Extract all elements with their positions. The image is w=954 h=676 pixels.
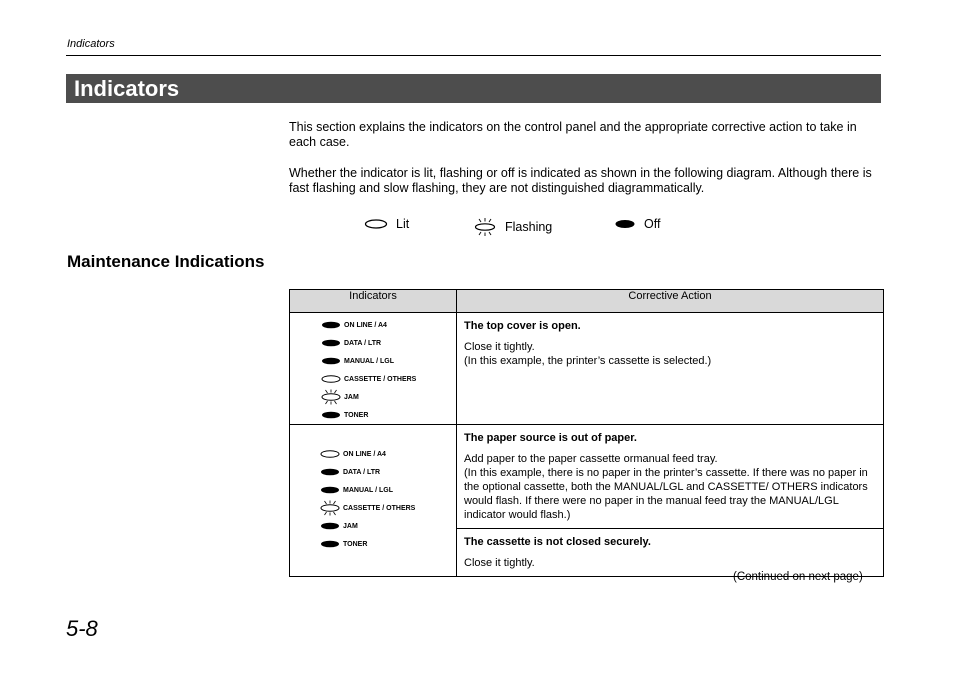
action-text: Add paper to the paper cassette ormanual feed tray.: [464, 453, 718, 465]
legend-paragraph: Whether the indicator is lit, flashing or off is indicated as shown in the following diagram. Although there is fast flashing and slow flashing, they are not distinguished diagrammatically.: [289, 166, 872, 195]
header-corrective-action: Corrective Action: [457, 290, 884, 313]
indicator-label: TONER: [343, 540, 368, 548]
led-off-icon: [320, 320, 342, 330]
action-cell: [457, 313, 884, 425]
indicator-cassette: [318, 370, 456, 388]
led-off-icon: [319, 539, 341, 549]
indicator-label: MANUAL / LGL: [344, 357, 395, 365]
led-off-icon: [320, 338, 342, 348]
action-title: The paper source is out of paper.: [464, 432, 637, 444]
indicator-label: CASSETTE / OTHERS: [343, 504, 416, 512]
action-text: Close it tightly.: [464, 557, 535, 569]
legend-off-label: Off: [644, 217, 661, 231]
led-off-icon: [614, 218, 636, 230]
indicator-jam: [317, 517, 456, 535]
table-row: [290, 313, 884, 425]
indicator-label: MANUAL / LGL: [343, 486, 394, 494]
led-off-icon: [319, 467, 341, 477]
continued-note: (Continued on next page): [733, 571, 863, 583]
led-flashing-icon: [319, 500, 341, 516]
indicator-online: [318, 316, 456, 334]
action-text: (In this example, there is no paper in the printer’s cassette. If there was no paper in the optional cassette, both the MANUAL/LGL and CASSETTE/ OTHERS indicators would flash. If there were no paper in the manual feed tray the MANUAL/LGL indicator would flash.): [464, 467, 868, 521]
legend-lit: [364, 217, 409, 231]
led-off-icon: [320, 410, 342, 420]
led-lit-icon: [364, 218, 388, 230]
indicator-toner: [318, 406, 456, 424]
action-text: Close it tightly.: [464, 341, 535, 353]
action-title: The top cover is open.: [464, 320, 581, 332]
table-header-row: [290, 290, 884, 313]
led-lit-icon: [319, 449, 341, 459]
indicator-list: [290, 313, 456, 424]
page-title: Indicators: [74, 76, 180, 101]
table-row: [290, 425, 884, 529]
header-indicators: Indicators: [290, 290, 457, 313]
title-bar: [66, 74, 881, 103]
led-off-icon: [320, 356, 342, 366]
indicator-toner: [317, 535, 456, 553]
led-flashing-icon: [320, 389, 342, 405]
indicator-manual: [318, 352, 456, 370]
legend-flashing: [473, 217, 552, 237]
running-header: Indicators: [67, 38, 115, 50]
header-rule: [66, 55, 881, 56]
indicator-label: DATA / LTR: [343, 468, 381, 476]
indicator-online: [317, 445, 456, 463]
action-cell: [457, 529, 884, 577]
indicator-manual: [317, 481, 456, 499]
indicator-data: [318, 334, 456, 352]
action-text: (In this example, the printer’s cassette is selected.): [464, 355, 712, 367]
legend-lit-label: Lit: [396, 217, 410, 231]
indicator-label: TONER: [344, 411, 369, 419]
intro-paragraph: This section explains the indicators on the control panel and the appropriate corrective action to take in each case.: [289, 120, 857, 149]
indicator-label: ON LINE / A4: [344, 321, 387, 329]
indicator-list: [290, 425, 456, 553]
indicator-jam: [318, 388, 456, 406]
indicator-data: [317, 463, 456, 481]
page-number: 5-8: [66, 616, 98, 641]
action-cell: [457, 425, 884, 529]
led-flashing-icon: [473, 217, 497, 237]
action-title: The cassette is not closed securely.: [464, 536, 651, 548]
indicator-cell: [290, 425, 457, 577]
led-off-icon: [319, 485, 341, 495]
led-off-icon: [319, 521, 341, 531]
indicator-label: JAM: [343, 522, 358, 530]
indicator-label: CASSETTE / OTHERS: [344, 375, 417, 383]
section-heading: Maintenance Indications: [67, 252, 265, 271]
maintenance-table: [289, 289, 884, 577]
legend-flashing-label: Flashing: [505, 220, 553, 234]
legend-off: [614, 217, 660, 231]
indicator-label: JAM: [344, 393, 359, 401]
indicator-label: ON LINE / A4: [343, 450, 386, 458]
indicator-cassette: [317, 499, 456, 517]
indicator-cell: [290, 313, 457, 425]
led-lit-icon: [320, 374, 342, 384]
indicator-label: DATA / LTR: [344, 339, 382, 347]
